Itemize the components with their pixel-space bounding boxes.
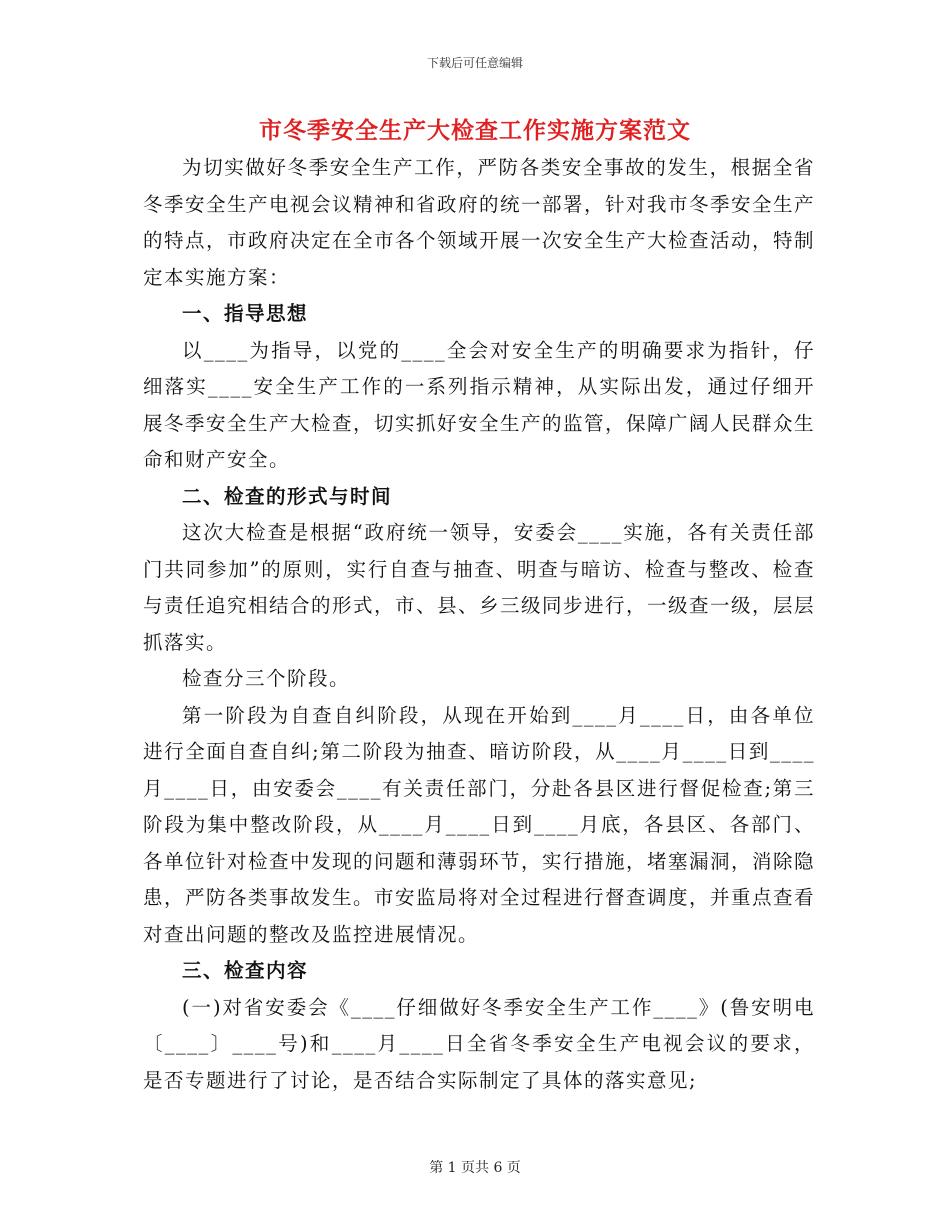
stages-intro-paragraph: 检查分三个阶段。 [182, 667, 351, 690]
section-heading-form-and-time: 二、检查的形式与时间 [182, 484, 393, 508]
form-paragraph: 这次大检查是根据“政府统一领导，安委会____实施，各有关责任部门共同参加”的原则，实行自查与抽查、明查与暗访、检查与整改、检查与责任追究相结合的形式，市、县、乡三级同步进行，一级查一级，层层抓落实。 [143, 521, 816, 654]
section-heading-inspection-content: 三、检查内容 [182, 959, 309, 982]
stages-detail-paragraph: 第一阶段为自查自纠阶段，从现在开始到____月____日，由各单位进行全面自查自纠;第二阶段为抽查、暗访阶段，从____月____日到____月____日，由安委会____有关责任部门，分赴各县区进行督促检查;第三阶段为集中整改阶段，从____月____日到____月底，各县区、各部门、各单位针对检查中发现的问题和薄弱环节，实行措施，堵塞漏洞，消除隐患，严防各类事故发生。市安监局将对全过程进行督查调度，并重点查看对查出问题的整改及监控进展情况。 [143, 703, 816, 946]
section-heading-guiding-principles: 一、指导思想 [182, 302, 309, 325]
page-number-footer: 第 1 页共 6 页 [429, 1160, 521, 1176]
document-title: 市冬季安全生产大检查工作实施方案范文 [259, 117, 691, 144]
header-note: 下载后可任意编辑 [426, 56, 523, 70]
guiding-principles-paragraph: 以____为指导，以党的____全会对安全生产的明确要求为指针，仔细落实____安全生产工作的一系列指示精神，从实际出发，通过仔细开展冬季安全生产大检查，切实抓好安全生产的监管，保障广阔人民群众生命和财产安全。 [143, 338, 816, 471]
inspection-item-1-paragraph: (一)对省安委会《____仔细做好冬季安全生产工作____》(鲁安明电〔____〕____号)和____月____日全省冬季安全生产电视会议的要求，是否专题进行了讨论，是否结合实际制定了具体的落实意见; [143, 995, 815, 1092]
document-body [143, 150, 815, 1099]
intro-paragraph: 为切实做好冬季安全生产工作，严防各类安全事故的发生，根据全省冬季安全生产电视会议精神和省政府的统一部署，针对我市冬季安全生产的特点，市政府决定在全市各个领域开展一次安全生产大检查活动，特制定本实施方案： [143, 156, 816, 289]
